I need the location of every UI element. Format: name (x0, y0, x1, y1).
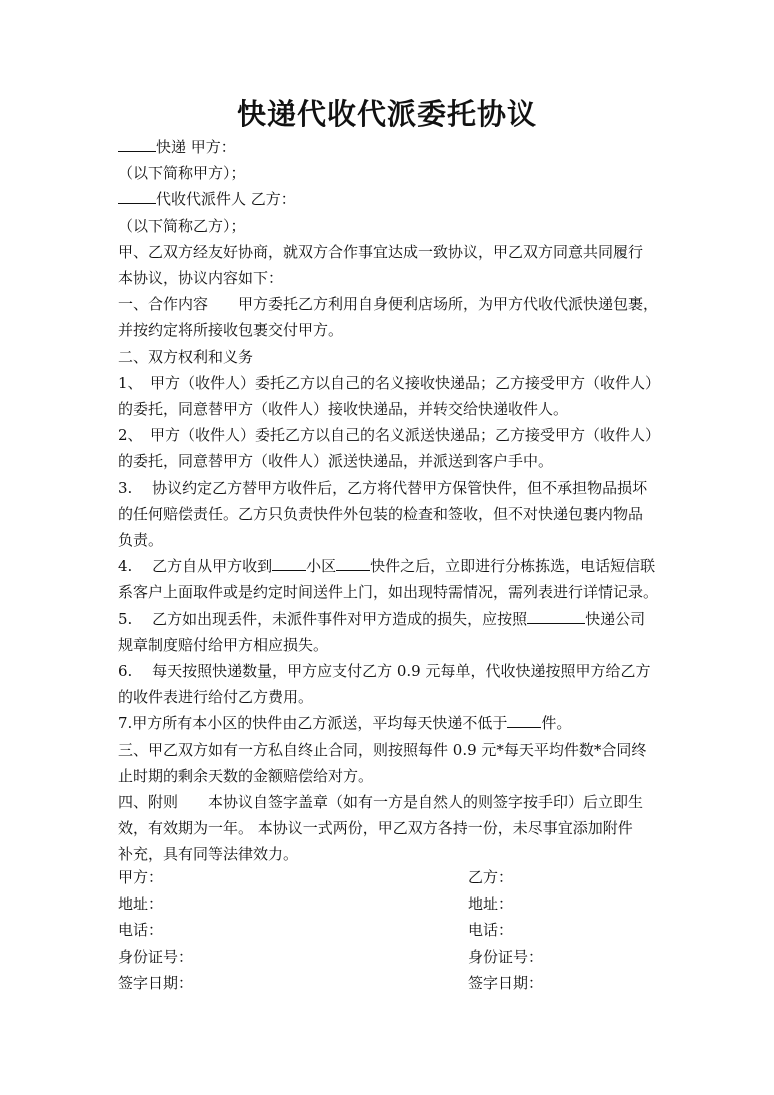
text-line (118, 317, 663, 343)
line-text: 2、 甲方（收件人）委托乙方以自己的名义派送快递品；乙方接受甲方（收件人） (118, 426, 661, 445)
signature-row (118, 891, 663, 918)
text-line (118, 134, 663, 160)
text-line (118, 448, 663, 474)
party-b-field-label: 签字日期： (468, 974, 544, 992)
line-text: 5. 乙方如出现丢件，未派件事件对甲方造成的损失，应按照 (118, 609, 528, 628)
line-text: 的委托，同意替甲方（收件人）接收快递品，并转交给快递收件人。 (118, 400, 569, 419)
party-a-field-label: 身份证号： (118, 947, 194, 966)
party-a-field-label: 电话： (118, 921, 164, 939)
text-line (118, 710, 663, 736)
line-text: 件。 (541, 714, 572, 733)
line-text: 一、合作内容 甲方委托乙方利用自身便利店场所，为甲方代收代派快递包裹， (118, 295, 659, 314)
line-text: 3. 协议约定乙方替甲方收件后，乙方将代替甲方保管快件，但不承担物品损坏 (118, 478, 648, 497)
fill-in-blank (118, 134, 156, 152)
line-text: 7.甲方所有本小区的快件由乙方派送，平均每天快递不低于 (118, 714, 508, 733)
signature-row (118, 917, 663, 944)
fill-in-blank (527, 606, 585, 624)
line-text: 四、附则 本协议自签字盖章（如有一方是自然人的则签字按手印）后立即生 (118, 793, 644, 812)
line-text: 二、双方权利和义务 (118, 347, 254, 366)
party-b-field-label: 电话： (468, 921, 514, 939)
text-line (118, 658, 663, 684)
text-line (118, 553, 663, 579)
line-text: 的委托，同意替甲方（收件人）派送快递品，并派送到客户手中。 (118, 452, 554, 471)
text-line (118, 291, 663, 317)
text-line (118, 475, 663, 501)
document-title: 快递代收代派委托协议 (236, 97, 537, 131)
line-text: 小区 (306, 557, 337, 576)
line-text: 补充，具有同等法律效力。 (118, 845, 299, 864)
signature-row (118, 970, 663, 997)
text-line (118, 186, 663, 212)
party-a-field-label: 甲方： (118, 868, 164, 886)
line-text: 的任何赔偿责任。乙方只负责快件外包装的检查和签收，但不对快递包裹内物品 (118, 504, 644, 523)
text-line (118, 370, 663, 396)
text-line (118, 579, 663, 605)
line-text: 系客户上面取件或是约定时间送件上门，如出现特需情况，需列表进行详情记录。 (118, 583, 659, 602)
line-text: 甲、乙双方经友好协商，就双方合作事宜达成一致协议，甲乙双方同意共同履行 (118, 242, 644, 261)
line-text: 快件之后，立即进行分栋拣选，电话短信联 (370, 557, 656, 576)
text-line (118, 344, 663, 370)
line-text: 快递公司 (585, 609, 646, 628)
line-text: （以下简称乙方）； (118, 216, 246, 235)
party-b-field-label: 地址： (468, 894, 514, 913)
text-line (118, 422, 663, 448)
text-line (118, 239, 663, 265)
line-text: （以下简称甲方）； (118, 164, 246, 183)
text-line (118, 737, 663, 763)
line-text: 代收代派件人 乙方： (156, 190, 296, 209)
signature-row (118, 944, 663, 971)
text-line (118, 160, 663, 186)
fill-in-blank (118, 186, 156, 204)
text-line (118, 684, 663, 710)
line-text: 止时期的剩余天数的金额赔偿给对方。 (118, 766, 374, 785)
text-line (118, 763, 663, 789)
signature-block (118, 864, 663, 997)
text-line (118, 606, 663, 632)
line-text: 6. 每天按照快递数量，甲方应支付乙方 0.9 元每单，代收快递按照甲方给乙方 (118, 662, 651, 681)
fill-in-blank (507, 710, 541, 728)
line-text: 效，有效期为一年。 本协议一式两份，甲乙双方各持一份，未尽事宜添加附件 (118, 819, 633, 838)
text-line (118, 265, 663, 291)
text-line (118, 501, 663, 527)
party-b-field-label: 身份证号： (468, 947, 544, 966)
text-line (118, 632, 663, 658)
text-line (118, 527, 663, 553)
text-line (118, 815, 663, 841)
text-line (118, 396, 663, 422)
line-text: 并按约定将所接收包裹交付甲方。 (118, 321, 344, 340)
fill-in-blank (336, 553, 370, 571)
line-text: 1、 甲方（收件人）委托乙方以自己的名义接收快递品；乙方接受甲方（收件人） (118, 373, 661, 392)
line-text: 快递 甲方： (156, 138, 236, 156)
line-text: 的收件表进行给付乙方费用。 (118, 688, 314, 707)
signature-row (118, 864, 663, 891)
fill-in-blank (272, 553, 306, 571)
party-a-field-label: 签字日期： (118, 974, 194, 992)
line-text: 规章制度赔付给甲方相应损失。 (118, 635, 329, 654)
agreement-body (118, 134, 663, 868)
party-a-field-label: 地址： (118, 894, 164, 913)
line-text: 本协议，协议内容如下： (118, 269, 284, 288)
text-line (118, 789, 663, 815)
line-text: 负责。 (118, 531, 164, 550)
line-text: 三、甲乙双方如有一方私自终止合同，则按照每件 0.9 元*每天平均件数*合同终 (118, 740, 647, 759)
line-text: 4. 乙方自从甲方收到 (118, 557, 273, 576)
text-line (118, 213, 663, 239)
party-b-field-label: 乙方： (468, 868, 514, 886)
